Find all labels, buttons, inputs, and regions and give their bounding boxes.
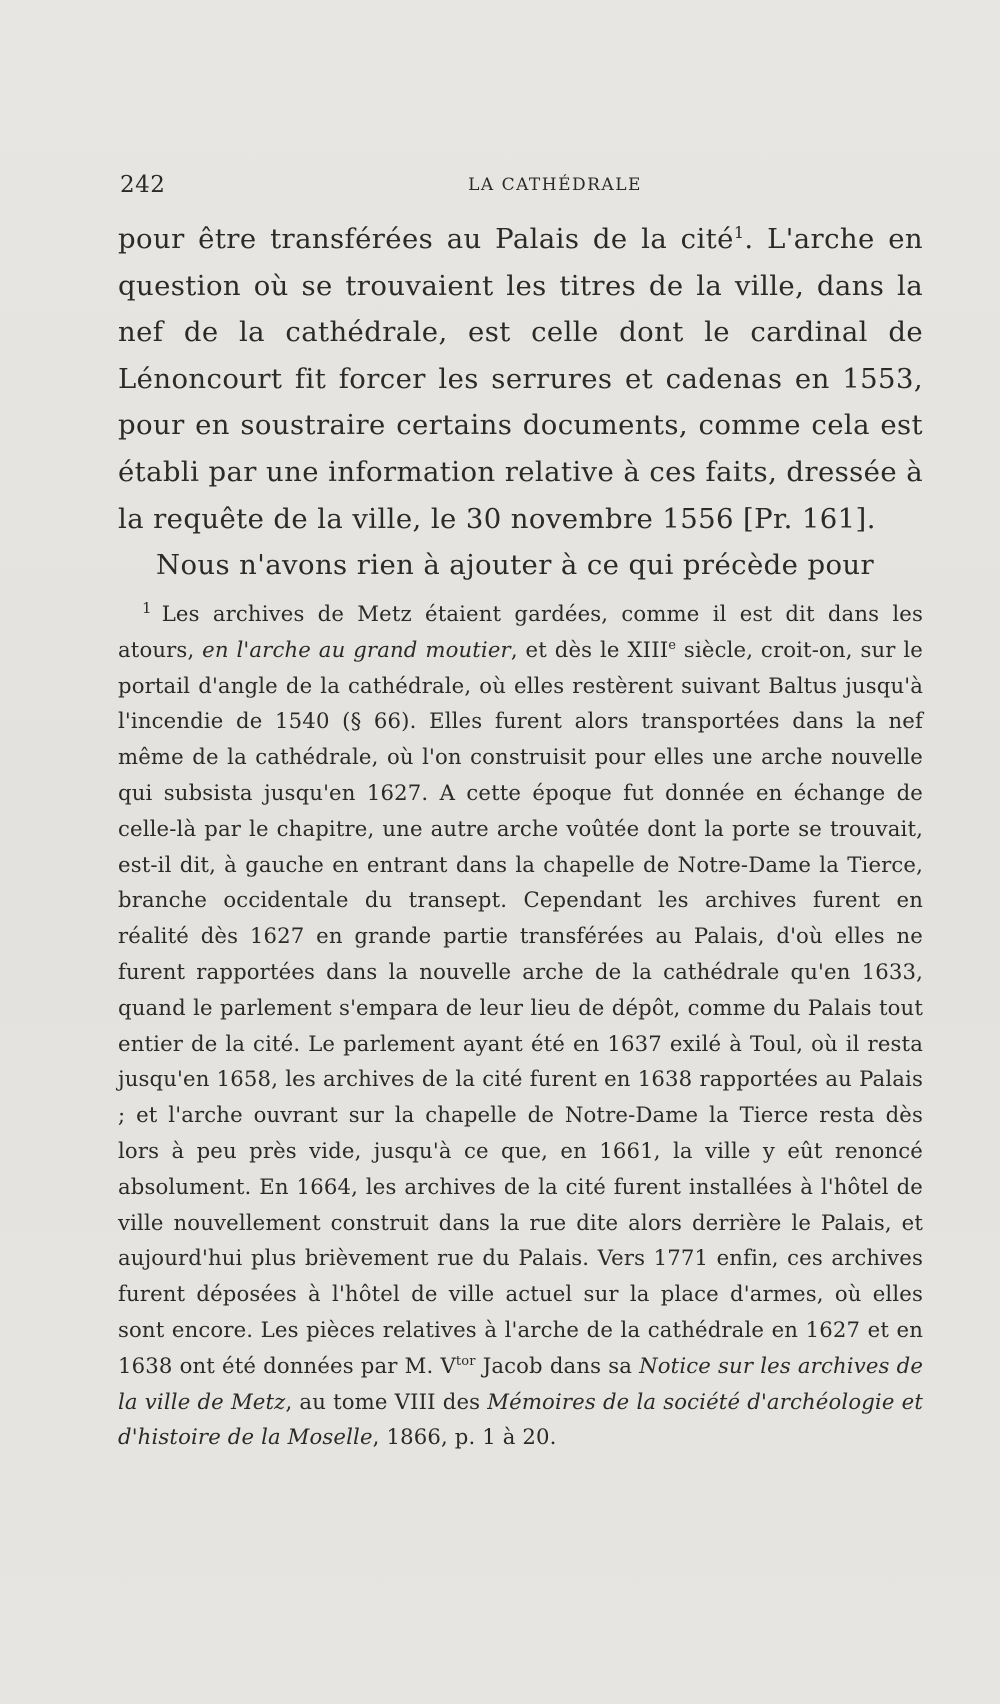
footnote (118, 596, 923, 1455)
footnote-text-4: Jacob dans sa (475, 1352, 640, 1378)
paragraph-1-start: pour être transférées au Palais de la cité (118, 223, 734, 255)
footnote-superscript-1: e (668, 637, 677, 653)
footnote-superscript-2: tor (455, 1353, 476, 1369)
footnote-italic-2: Notice sur les archives de la ville de Metz (118, 1352, 924, 1414)
paragraph-2: Nous n'avons rien à ajouter à ce qui précède pour (156, 549, 875, 582)
footnote-mark: 1 (142, 598, 152, 617)
footnote-text-1: Les archives de Metz étaient gardées, comme il est dit dans les atours, (118, 601, 923, 662)
footnote-text-2: , et dès le XIII (510, 636, 669, 662)
running-title: LA CATHÉDRALE (468, 175, 642, 195)
footnote-text-3: siècle, croit-on, sur le portail d'angle de la cathédrale, où elles restèrent suivant Baltus jusqu'à l'incendie de 1540 (§ 66). Elles furent alors transportées dans la nef même de la cathédrale, où l'on construisit pour elles une arche nouvelle qui subsista jusqu'en 1627. A cette époque fut donnée en échange de celle-là par le chapitre, une autre arche voûtée dont la porte se trouvait, est-il dit, à gauche en entrant dans la chapelle de Notre-Dame la Tierce, branche occidentale du transept. Cependant les archives furent en réalité dès 1627 en grande partie transférées au Palais, d'où elles ne furent rapportées dans la nouvelle arche de la cathédrale qu'en 1633, quand le parlement s'empara de leur lieu de dépôt, comme du Palais tout entier de la cité. Le parlement ayant été en 1637 exilé à Toul, où il resta jusqu'en 1658, les archives de la cité furent en 1638 rapportées au Palais ; et l'arche ouvrant sur la chapelle de Notre-Dame la Tierce resta dès lors à peu près vide, jusqu'à ce que, en 1661, la ville y eût renoncé absolument. En 1664, les archives de la cité furent installées à l'hôtel de ville nouvellement construit dans la rue dite alors derrière le Palais, et aujourd'hui plus brièvement rue du Palais. Vers 1771 enfin, ces archives furent déposées à l'hôtel de ville actuel sur la place d'armes, où elles sont encore. Les pièces relatives à l'arche de la cathédrale en 1627 et en 1638 ont été données par M. V (118, 636, 923, 1378)
footnote-italic-1: en l'arche au grand moutier (202, 636, 511, 662)
paragraph-1-rest: . L'arche en question où se trouvaient les titres de la ville, dans la nef de la cathédrale, est celle dont le cardinal de Lénoncourt fit forcer les serrures et cadenas en 1553, pour en soustraire certains documents, comme cela est établi par une information relative à ces faits, dressée à la requête de la ville, le 30 novembre 1556 [Pr. 161]. (118, 223, 923, 535)
main-text (118, 216, 923, 589)
footnote-text-5: , au tome VIII des (285, 1388, 488, 1414)
page-header (120, 168, 920, 208)
page-number: 242 (120, 172, 166, 198)
paragraph-1 (118, 216, 923, 542)
footnote-paragraph (118, 596, 923, 1455)
footnote-reference: 1 (733, 222, 745, 242)
footnote-italic-3: Mémoires de la société d'archéologie et d'histoire de la Moselle (118, 1388, 923, 1450)
footnote-text-6: , 1866, p. 1 à 20. (372, 1424, 557, 1450)
